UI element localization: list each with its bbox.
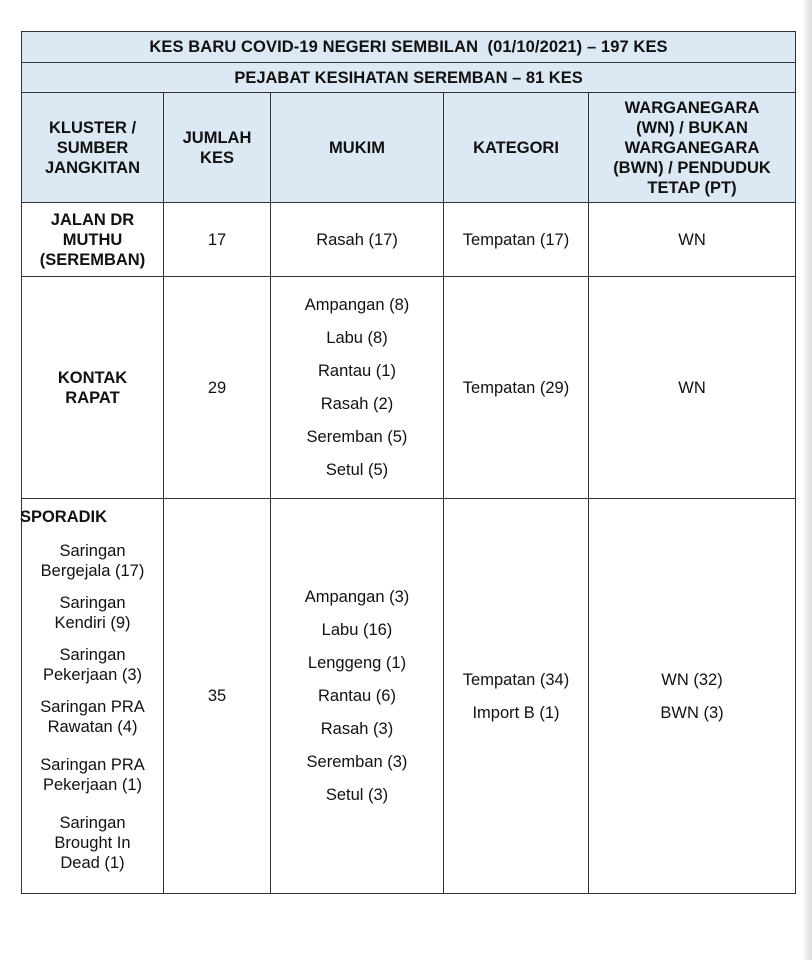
warga-item: BWN (3) [660,703,724,722]
mukim-item: Seremban (3) [306,753,408,771]
mukim-item: Rantau (6) [318,687,396,705]
kategori-cell: Tempatan (17) [444,203,589,277]
mukim-item: Setul (3) [325,786,389,804]
table-title: KES BARU COVID-19 NEGERI SEMBILAN (01/10/2021) – 197 KES [22,32,796,63]
kategori-cell [444,499,589,894]
kluster-cell [19,499,164,894]
mukim-cell: Rasah (17) [271,203,444,277]
mukim-item: Ampangan (3) [304,588,410,606]
table-row [22,277,796,499]
warga-cell: WN [589,203,796,277]
kluster-cell: JALAN DR MUTHU (SEREMBAN) [22,203,164,277]
col-header-kluster: KLUSTER / SUMBER JANGKITAN [22,93,164,203]
mukim-cell [271,499,444,894]
mukim-item: Lenggeng (1) [307,654,407,672]
mukim-item: Rasah (2) [320,395,394,413]
mukim-item: Ampangan (8) [304,296,410,314]
kluster-item: Saringan Brought In Dead (1) [54,814,131,872]
table-row [22,499,796,894]
mukim-item: Labu (16) [321,621,393,639]
kluster-cell: KONTAK RAPAT [22,277,164,499]
kategori-cell: Tempatan (29) [444,277,589,499]
warga-cell: WN [589,277,796,499]
col-header-warga: WARGANEGARA (WN) / BUKAN WARGANEGARA (BWN) / PENDUDUK TETAP (PT) [589,93,796,203]
kluster-item: Saringan PRA Pekerjaan (1) [40,756,145,794]
mukim-item: Setul (5) [325,461,389,479]
page-edge-shadow [802,0,812,960]
jumlah-cell: 17 [164,203,271,277]
mukim-item: Rantau (1) [318,362,396,380]
kluster-item: Saringan Pekerjaan (3) [42,646,143,684]
mukim-cell [271,277,444,499]
kluster-item: Saringan Bergejala (17) [40,542,145,580]
kluster-heading: SPORADIK [19,508,108,526]
kategori-item: Tempatan (34) [462,670,570,689]
jumlah-cell: 35 [164,499,271,894]
col-header-kategori: KATEGORI [444,93,589,203]
col-header-jumlah: JUMLAH KES [164,93,271,203]
kluster-item: Saringan Kendiri (9) [54,594,131,632]
warga-item: WN (32) [661,670,723,689]
office-title: PEJABAT KESIHATAN SEREMBAN – 81 KES [22,63,796,93]
col-header-mukim: MUKIM [271,93,444,203]
mukim-item: Labu (8) [326,329,388,347]
warga-cell [589,499,796,894]
kluster-item: Saringan PRA Rawatan (4) [40,698,145,736]
kategori-item: Import B (1) [472,703,560,722]
covid-cases-table [21,31,796,894]
table-row [22,203,796,277]
mukim-item: Rasah (3) [320,720,394,738]
jumlah-cell: 29 [164,277,271,499]
mukim-item: Seremban (5) [306,428,408,446]
